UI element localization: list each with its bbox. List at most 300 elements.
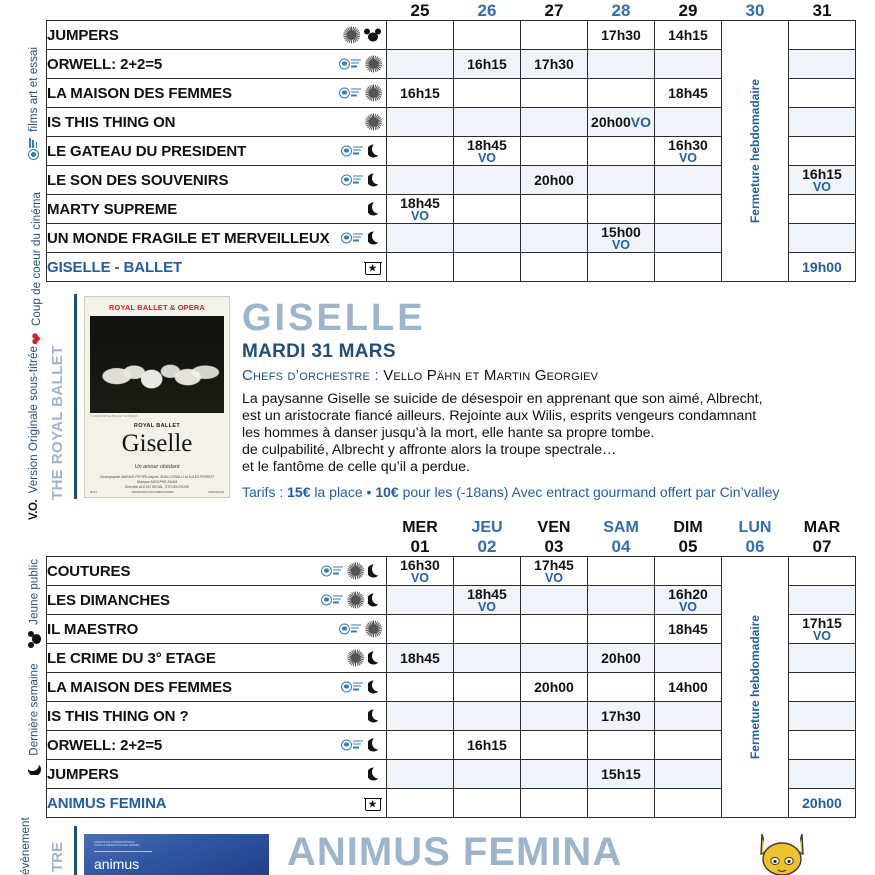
price-label: Tarifs : bbox=[242, 484, 284, 500]
price-full-suffix: la place bbox=[314, 484, 363, 500]
film-title-cell[interactable] bbox=[47, 21, 387, 50]
showtime-cell[interactable] bbox=[387, 253, 454, 282]
moon-icon bbox=[368, 739, 381, 752]
film-title: LES DIMANCHES bbox=[47, 591, 170, 609]
showtime-cell[interactable] bbox=[588, 644, 655, 673]
poster-photo-credit: © 2024 ROYAL BALLET & OPERA bbox=[91, 414, 138, 418]
showtime: 14h15 bbox=[668, 27, 708, 43]
closed-label: Fermeture hebdomadaire bbox=[748, 614, 762, 760]
art-et-essai-icon bbox=[339, 623, 361, 635]
showtime-cell[interactable] bbox=[521, 586, 588, 615]
showtime-cell[interactable] bbox=[521, 79, 588, 108]
showtime: 20h00 bbox=[534, 172, 574, 188]
showtime-cell[interactable] bbox=[588, 731, 655, 760]
showtime-cell[interactable] bbox=[789, 79, 856, 108]
royal-ballet-label: THE ROYAL BALLET bbox=[49, 345, 66, 500]
film-title-cell[interactable] bbox=[47, 108, 387, 137]
showtime: 16h15 bbox=[467, 737, 507, 753]
feature-date: MARDI 31 MARS bbox=[242, 341, 396, 362]
showtime-cell[interactable] bbox=[387, 224, 454, 253]
conductors-label: Chefs d’orchestre : bbox=[242, 367, 379, 384]
showtime-cell[interactable] bbox=[789, 195, 856, 224]
showtime: 17h45 bbox=[534, 556, 574, 573]
day-name: LUN bbox=[738, 519, 772, 536]
bottom-event-label: TRE bbox=[49, 842, 66, 872]
showtime-cell[interactable] bbox=[655, 137, 722, 166]
moon-icon bbox=[368, 174, 381, 187]
showtime-cell[interactable] bbox=[454, 731, 521, 760]
showtime-cell[interactable] bbox=[387, 166, 454, 195]
showtime-cell[interactable] bbox=[454, 557, 521, 586]
film-title-cell[interactable] bbox=[47, 702, 387, 731]
showtime-cell[interactable] bbox=[588, 557, 655, 586]
moon-icon bbox=[368, 145, 381, 158]
showtime: 14h00 bbox=[668, 679, 708, 695]
showtime-cell[interactable] bbox=[387, 50, 454, 79]
poster-credit-2: Musique ADOLPHE ADAM bbox=[136, 480, 178, 484]
film-title: ANIMUS FEMINA bbox=[47, 794, 167, 812]
film-title: MARTY SUPREME bbox=[47, 200, 178, 218]
showtime: 20h00 bbox=[802, 795, 842, 811]
showtime-vo-tag: VO bbox=[477, 150, 497, 165]
animus-poster bbox=[84, 834, 269, 875]
showtime-cell[interactable] bbox=[655, 586, 722, 615]
moon-icon bbox=[368, 232, 381, 245]
day-number: 06 bbox=[745, 537, 765, 556]
film-title-cell[interactable] bbox=[47, 50, 387, 79]
animus-poster-fine: ASSOCIATION INTERNATIONALE POUR LA PROMOTION DES FEMMES bbox=[94, 841, 140, 848]
sun-icon bbox=[366, 86, 381, 101]
showtime-cell[interactable] bbox=[454, 673, 521, 702]
legend-item-derniere-semaine bbox=[28, 663, 41, 775]
showtime-cell[interactable] bbox=[789, 644, 856, 673]
showtime-cell[interactable] bbox=[387, 108, 454, 137]
legend-rail bbox=[0, 0, 46, 875]
showtime-cell[interactable] bbox=[655, 224, 722, 253]
showtime-cell[interactable] bbox=[521, 253, 588, 282]
showtime-cell[interactable] bbox=[387, 137, 454, 166]
film-title-cell[interactable] bbox=[47, 224, 387, 253]
day-number: 27 bbox=[544, 1, 564, 20]
film-tag-icons bbox=[339, 86, 381, 101]
closed-day-cell bbox=[722, 21, 789, 282]
showtime-cell[interactable] bbox=[521, 760, 588, 789]
showtime-cell[interactable] bbox=[521, 195, 588, 224]
showtime-cell[interactable] bbox=[454, 644, 521, 673]
showtime-cell[interactable] bbox=[655, 760, 722, 789]
showtime-cell[interactable] bbox=[588, 673, 655, 702]
showtime-cell[interactable] bbox=[789, 21, 856, 50]
showtime-vo-tag: VO bbox=[477, 599, 497, 614]
showtime-cell[interactable] bbox=[454, 137, 521, 166]
day-number: 29 bbox=[678, 1, 698, 20]
showtime-cell[interactable] bbox=[387, 789, 454, 818]
showtime-cell[interactable] bbox=[789, 702, 856, 731]
showtime-cell[interactable] bbox=[789, 673, 856, 702]
showtime: 18h45 bbox=[467, 585, 507, 602]
day-header-jeu-26 bbox=[454, 0, 521, 21]
showtime-vo-tag: VO bbox=[410, 570, 430, 585]
feature-title: GISELLE bbox=[242, 297, 426, 339]
showtime-cell[interactable] bbox=[521, 731, 588, 760]
day-name: SAM bbox=[603, 519, 639, 536]
showtime-cell[interactable] bbox=[454, 21, 521, 50]
showtime: 15h00 bbox=[601, 223, 641, 240]
poster-foot-right: PROGRAM bbox=[208, 490, 224, 494]
showtime-cell[interactable] bbox=[521, 137, 588, 166]
showtime-cell[interactable] bbox=[454, 702, 521, 731]
sun-icon bbox=[348, 564, 363, 579]
showtime-cell[interactable] bbox=[521, 166, 588, 195]
showtime-cell[interactable] bbox=[655, 615, 722, 644]
showtime-vo-tag: VO bbox=[544, 570, 564, 585]
showtime-cell[interactable] bbox=[655, 789, 722, 818]
moon-icon bbox=[368, 681, 381, 694]
film-title: UN MONDE FRAGILE ET MERVEILLEUX bbox=[47, 229, 330, 247]
showtime-cell[interactable] bbox=[521, 224, 588, 253]
day-header-sam-28 bbox=[588, 0, 655, 21]
showtime-cell[interactable] bbox=[588, 224, 655, 253]
film-tag-icons bbox=[344, 28, 381, 43]
heart-icon: ❤ bbox=[29, 332, 46, 345]
price-extra: Avec entract gourmand offert par Cin’valley bbox=[511, 484, 780, 500]
showtime-cell[interactable] bbox=[387, 79, 454, 108]
moon-icon bbox=[368, 768, 381, 781]
showtime-cell[interactable] bbox=[655, 21, 722, 50]
showtime-vo-tag: VO bbox=[678, 150, 698, 165]
showtime-cell[interactable] bbox=[521, 557, 588, 586]
showtime-cell[interactable] bbox=[655, 644, 722, 673]
legend-label-art-et-essai: films art et essai bbox=[28, 46, 41, 132]
showtime-cell[interactable] bbox=[588, 50, 655, 79]
day-name: DIM bbox=[673, 519, 703, 536]
day-number: 28 bbox=[611, 1, 631, 20]
day-header-ven-03 bbox=[521, 518, 588, 557]
film-title-cell[interactable] bbox=[47, 615, 387, 644]
showtime: 20h00 bbox=[534, 679, 574, 695]
legend-item-jeune-public bbox=[28, 559, 41, 648]
showtime-cell[interactable] bbox=[655, 79, 722, 108]
showtime-cell[interactable] bbox=[789, 615, 856, 644]
showtime-vo-tag: VO bbox=[678, 599, 698, 614]
day-name: MAR bbox=[803, 519, 841, 536]
showtime-cell[interactable] bbox=[588, 702, 655, 731]
art-et-essai-icon bbox=[339, 58, 361, 70]
legend-item-evenement bbox=[20, 817, 32, 875]
film-tag-icons bbox=[339, 57, 381, 72]
poster-credit-1: Chorégraphie MARIUS PETIPA d'après JEAN CORALLI et JULES PERROT bbox=[99, 475, 215, 479]
table-row[interactable] bbox=[47, 557, 856, 586]
showtime-cell[interactable] bbox=[789, 789, 856, 818]
showtime-cell[interactable] bbox=[655, 731, 722, 760]
showtime: 18h45 bbox=[467, 136, 507, 153]
showtime: 18h45 bbox=[400, 650, 440, 666]
film-title: GISELLE - BALLET bbox=[47, 258, 183, 276]
showtime-cell[interactable] bbox=[521, 789, 588, 818]
day-header-ven-27 bbox=[521, 0, 588, 21]
showtime-cell[interactable] bbox=[387, 731, 454, 760]
showtime-cell[interactable] bbox=[521, 50, 588, 79]
showtime: 20h00 bbox=[601, 650, 641, 666]
showtime-cell[interactable] bbox=[789, 137, 856, 166]
showtime-cell[interactable] bbox=[454, 789, 521, 818]
film-title-cell[interactable] bbox=[47, 673, 387, 702]
showtime-cell[interactable] bbox=[789, 557, 856, 586]
legend-item-coup-de-coeur bbox=[28, 192, 46, 345]
film-tag-icons bbox=[348, 651, 381, 666]
showtime-cell[interactable] bbox=[588, 760, 655, 789]
film-title: JUMPERS bbox=[47, 765, 119, 783]
film-title-cell[interactable] bbox=[47, 586, 387, 615]
moon-icon bbox=[368, 710, 381, 723]
film-title-cell[interactable] bbox=[47, 644, 387, 673]
poster-title: Giselle bbox=[121, 430, 193, 457]
bottom-event-rule bbox=[74, 826, 77, 875]
showtime-cell[interactable] bbox=[454, 108, 521, 137]
synopsis-line: La paysanne Giselle se suicide de désespoir en apprenant que son aimé, Albrecht, bbox=[242, 391, 763, 407]
film-title: COUTURES bbox=[47, 562, 131, 580]
film-tag-icons bbox=[366, 115, 381, 130]
showtime-cell[interactable] bbox=[454, 253, 521, 282]
showtime-cell[interactable] bbox=[387, 615, 454, 644]
legend-label-vo: Version Originale sous-titrée bbox=[28, 345, 41, 494]
film-title-cell[interactable] bbox=[47, 253, 387, 282]
art-et-essai-icon bbox=[341, 174, 363, 186]
art-et-essai-icon bbox=[341, 739, 363, 751]
showtime-cell[interactable] bbox=[588, 137, 655, 166]
showtime-cell[interactable] bbox=[387, 673, 454, 702]
legend-item-vo bbox=[28, 346, 40, 520]
film-tag-icons bbox=[339, 622, 381, 637]
showtime-cell[interactable] bbox=[588, 586, 655, 615]
price-reduced-suffix: pour les (-18ans) bbox=[402, 484, 509, 500]
film-tag-icons bbox=[341, 232, 381, 245]
film-title: LE CRIME DU 3° ETAGE bbox=[47, 649, 216, 667]
sun-icon bbox=[344, 28, 359, 43]
showtime-cell[interactable] bbox=[789, 50, 856, 79]
showtime: 15h15 bbox=[601, 766, 641, 782]
header-spacer bbox=[47, 0, 387, 21]
day-name: VEN bbox=[537, 519, 571, 536]
showtime-cell[interactable] bbox=[521, 644, 588, 673]
day-header-mar-31 bbox=[789, 0, 856, 21]
synopsis-line: les hommes à danser jusqu’à la mort, elle hante sa propre tombe. bbox=[242, 425, 655, 441]
film-tag-icons bbox=[341, 681, 381, 694]
film-title-cell[interactable] bbox=[47, 789, 387, 818]
film-tag-icons bbox=[365, 259, 381, 275]
showtime-cell[interactable] bbox=[387, 21, 454, 50]
film-tag-icons bbox=[321, 564, 381, 579]
day-name: MER bbox=[402, 519, 438, 536]
poster-company: ROYAL BALLET bbox=[133, 423, 181, 429]
film-title: IL MAESTRO bbox=[47, 620, 139, 638]
giselle-poster bbox=[84, 296, 230, 498]
poster-brand: ROYAL BALLET & OPERA bbox=[109, 303, 205, 312]
showtime-cell[interactable] bbox=[588, 195, 655, 224]
showtime-cell[interactable] bbox=[521, 702, 588, 731]
vo-icon: V.O. bbox=[28, 499, 40, 520]
day-number: 01 bbox=[410, 537, 430, 556]
showtime-cell[interactable] bbox=[655, 557, 722, 586]
showtime-cell[interactable] bbox=[655, 195, 722, 224]
showtime-cell[interactable] bbox=[789, 166, 856, 195]
day-header-dim-05 bbox=[655, 518, 722, 557]
day-number: 30 bbox=[745, 1, 765, 20]
schedule-table-week1 bbox=[46, 0, 856, 282]
showtime-cell[interactable] bbox=[454, 224, 521, 253]
showtime-vo-tag: VO bbox=[812, 179, 832, 194]
film-tag-icons bbox=[368, 768, 381, 781]
showtime-cell[interactable] bbox=[387, 557, 454, 586]
showtime-cell[interactable] bbox=[655, 108, 722, 137]
showtime: 17h30 bbox=[534, 56, 574, 72]
film-tag-icons bbox=[341, 739, 381, 752]
showtime-vo-tag: VO bbox=[611, 237, 631, 252]
showtime: 18h45 bbox=[668, 621, 708, 637]
showtime-cell[interactable] bbox=[789, 760, 856, 789]
animus-title: ANIMUS FEMINA bbox=[287, 830, 623, 874]
moon-icon bbox=[368, 203, 381, 216]
price-reduced: 10€ bbox=[375, 484, 399, 500]
day-name: JEU bbox=[471, 519, 503, 536]
poster-credit-3: Direction ALEXEI SEGAL, STEVEN ROSE bbox=[124, 485, 190, 489]
showtime-cell[interactable] bbox=[387, 586, 454, 615]
price-separator: • bbox=[366, 484, 372, 500]
showtime-cell[interactable] bbox=[454, 166, 521, 195]
feature-animus-femina bbox=[84, 832, 874, 875]
film-title: LA MAISON DES FEMMES bbox=[47, 678, 232, 696]
showtime-cell[interactable] bbox=[789, 224, 856, 253]
showtime-cell[interactable] bbox=[789, 731, 856, 760]
showtime-cell[interactable] bbox=[655, 166, 722, 195]
day-header-mar-07 bbox=[789, 518, 856, 557]
schedule-table-week2 bbox=[46, 518, 856, 818]
moon-icon bbox=[368, 652, 381, 665]
art-et-essai-icon bbox=[321, 594, 343, 606]
film-tag-icons bbox=[365, 795, 381, 811]
showtime-cell[interactable] bbox=[588, 615, 655, 644]
table-row[interactable] bbox=[47, 21, 856, 50]
showtime-cell[interactable] bbox=[588, 108, 655, 137]
film-title: LE SON DES SOUVENIRS bbox=[47, 171, 229, 189]
showtime-cell[interactable] bbox=[454, 586, 521, 615]
showtime: 20h00VO bbox=[591, 114, 651, 130]
showtime-cell[interactable] bbox=[789, 108, 856, 137]
showtime-cell[interactable] bbox=[789, 586, 856, 615]
showtime-cell[interactable] bbox=[655, 50, 722, 79]
showtime: 18h45 bbox=[400, 194, 440, 211]
day-number: 02 bbox=[477, 537, 497, 556]
showtime-cell[interactable] bbox=[454, 79, 521, 108]
film-title-cell[interactable] bbox=[47, 137, 387, 166]
day-number: 03 bbox=[544, 537, 564, 556]
showtime-cell[interactable] bbox=[521, 108, 588, 137]
showtime-cell[interactable] bbox=[454, 760, 521, 789]
closed-day-cell bbox=[722, 557, 789, 818]
film-title: IS THIS THING ON ? bbox=[47, 707, 189, 725]
legend-label-coup-de-coeur: Coup de coeur du cinéma bbox=[31, 192, 44, 327]
day-header-mer-01 bbox=[387, 518, 454, 557]
showtime-cell[interactable] bbox=[521, 673, 588, 702]
showtime-cell[interactable] bbox=[387, 644, 454, 673]
mickey-icon bbox=[364, 29, 381, 42]
day-header-mer-25 bbox=[387, 0, 454, 21]
synopsis-line: est un aristocrate fiancé ailleurs. Rejointe aux Wilis, esprits vengeurs condamnant bbox=[242, 408, 757, 424]
showtime-cell[interactable] bbox=[454, 50, 521, 79]
art-et-essai-icon bbox=[341, 232, 363, 244]
poster-foot-left: ROH bbox=[90, 490, 97, 494]
showtime-cell[interactable] bbox=[588, 253, 655, 282]
moon-icon bbox=[368, 594, 381, 607]
calendar-star-icon: ★ bbox=[365, 795, 381, 811]
showtime-cell[interactable] bbox=[454, 195, 521, 224]
film-title: ORWELL: 2+2=5 bbox=[47, 55, 163, 73]
header-spacer bbox=[47, 518, 387, 557]
showtime: 16h20 bbox=[668, 585, 708, 602]
poster-tagline: Un amour obédant bbox=[134, 464, 180, 470]
showtime-cell[interactable] bbox=[588, 789, 655, 818]
day-header-row bbox=[47, 0, 856, 21]
sun-icon bbox=[348, 593, 363, 608]
showtime-cell[interactable] bbox=[588, 79, 655, 108]
showtime-cell[interactable] bbox=[521, 615, 588, 644]
showtime-vo-tag: VO bbox=[410, 208, 430, 223]
showtime-cell[interactable] bbox=[655, 673, 722, 702]
day-header-lun-30 bbox=[722, 0, 789, 21]
film-title-cell[interactable] bbox=[47, 79, 387, 108]
showtime-cell[interactable] bbox=[387, 195, 454, 224]
moon-icon bbox=[28, 762, 41, 775]
showtime-cell[interactable] bbox=[521, 21, 588, 50]
day-header-lun-06 bbox=[722, 518, 789, 557]
feature-prices bbox=[242, 484, 874, 500]
feature-synopsis bbox=[242, 391, 874, 476]
calendar-star-icon: ★ bbox=[365, 259, 381, 275]
sun-icon bbox=[366, 622, 381, 637]
film-title-cell[interactable] bbox=[47, 760, 387, 789]
poster-photo bbox=[90, 316, 224, 413]
film-title-cell[interactable] bbox=[47, 557, 387, 586]
day-number: 05 bbox=[678, 537, 698, 556]
film-tag-icons bbox=[341, 174, 381, 187]
showtime-cell[interactable] bbox=[588, 21, 655, 50]
film-title: JUMPERS bbox=[47, 26, 119, 44]
showtime-cell[interactable] bbox=[789, 253, 856, 282]
showtime-cell[interactable] bbox=[588, 166, 655, 195]
showtime: 17h15 bbox=[802, 614, 842, 631]
showtime: 16h15 bbox=[802, 165, 842, 182]
royal-ballet-rule bbox=[74, 294, 77, 499]
showtime-cell[interactable] bbox=[655, 253, 722, 282]
showtime-cell[interactable] bbox=[454, 615, 521, 644]
art-et-essai-icon bbox=[341, 145, 363, 157]
legend-item-art-et-essai bbox=[28, 47, 40, 160]
day-number: 04 bbox=[611, 537, 631, 556]
film-title-cell[interactable] bbox=[47, 166, 387, 195]
day-header-row bbox=[47, 518, 856, 557]
showtime: 16h15 bbox=[467, 56, 507, 72]
film-title-cell[interactable] bbox=[47, 731, 387, 760]
showtime-cell[interactable] bbox=[387, 702, 454, 731]
royal-ballet-band bbox=[47, 292, 77, 504]
film-title: ORWELL: 2+2=5 bbox=[47, 736, 163, 754]
synopsis-line: de culpabilité, Albrecht y affronte alors la troupe spectrale… bbox=[242, 442, 617, 458]
showtime-cell[interactable] bbox=[655, 702, 722, 731]
showtime-cell[interactable] bbox=[387, 760, 454, 789]
film-title-cell[interactable] bbox=[47, 195, 387, 224]
bottom-event-band bbox=[47, 826, 77, 875]
showtime-vo-tag: VO bbox=[812, 628, 832, 643]
